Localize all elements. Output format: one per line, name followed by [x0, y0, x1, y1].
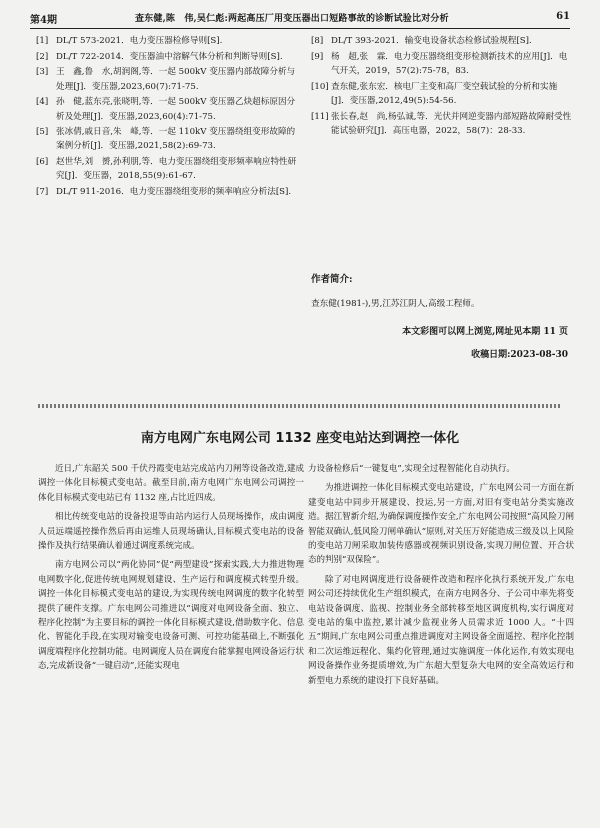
news-left-column: [38, 462, 304, 679]
author-bio: 查东健(1981-),男,江苏江阴人,高级工程师。: [311, 299, 480, 309]
news-paragraph: 南方电网公司以“两化协同”促“两型建设”探索实践,大力推进物理电网数字化,促进传统电网规划建设、生产运行和调度模式转型升级。调控一体化目标模式变电站的建设,为实现传统电网调度的数字化转型提供了硬件支撑。广东电网公司推进以“调度对电网设备全面、独立、程序化控制”为主要目标的调控一体化目标模式建设,借助数字化、信息化、智能化手段,在实现对输变电设备可测、可控功能基础上,不断强化调度端程序化控制功能。电网调度人员在调度台能掌握电网设备运行状态,完成新设备“一键启动”,还能实现电: [38, 560, 304, 672]
running-title: 查东健,陈 伟,吴仁彪:两起高压厂用变压器出口短路事故的诊断试验比对分析: [135, 14, 449, 24]
reference-item: [10] 查东健,张东宏．核电厂主变和高厂变空载试验的分析和实施[J]．变压器,2012,49(5):54-56.: [311, 81, 558, 106]
reference-item: [8] DL/T 393-2021．输变电设备状态检修试验规程[S].: [311, 36, 532, 46]
reference-item: [1] DL/T 573-2021．电力变压器检修导则[S].: [36, 36, 223, 46]
news-title: 南方电网广东电网公司 1132 座变电站达到调控一体化: [140, 431, 460, 446]
page-header: [30, 9, 570, 29]
header-rule: [30, 28, 570, 29]
reference-item: [9] 杨 超,张 霖．电力变压器绕组变形检测新技术的应用[J]．电气开关，2019，57(2):75-78，83.: [311, 51, 568, 76]
news-paragraph: 近日,广东韶关 500 千伏丹霞变电站完成站内刀闸等设备改造,建成调控一体化目标模式变电站。截至目前,南方电网广东电网公司调控一体化目标模式变电站已有 1132 座,占比近四成。: [38, 464, 304, 503]
news-right-column: [308, 462, 574, 693]
reference-item: [4] 孙 健,蓝东亮,张晓明,等．一起 500kV 变压器乙炔超标原因分析及处理[J]．变压器,2023,60(4):71-75.: [36, 97, 296, 122]
received-date: 收稿日期:2023-08-30: [471, 350, 568, 360]
color-figure-note: 本文彩图可以网上浏览,网址见本期 11 页: [402, 327, 568, 337]
reference-item: [5] 张冰倩,戚日音,朱 峰,等．一起 110kV 变压器绕组变形故障的案例分析[J]．变压器,2021,58(2):69-73.: [36, 127, 296, 152]
author-heading: 作者简介:: [311, 274, 353, 285]
reference-item: [2] DL/T 722-2014．变压器油中溶解气体分析和判断导则[S].: [36, 51, 283, 62]
references-right-column: [311, 34, 573, 139]
issue-number: 第4期: [30, 15, 57, 26]
section-divider: [38, 404, 562, 408]
news-paragraph: 力设备检修后“一键复电”,实现全过程智能化自动执行。: [308, 464, 515, 474]
reference-item: [7] DL/T 911-2016．电力变压器绕组变形的频率响应分析法[S].: [36, 187, 292, 198]
page-number: 61: [556, 11, 570, 22]
reference-item: [6] 赵世华,刘 赟,孙利朋,等．电力变压器绕组变形频率响应特性研究[J]．变压器，2018,55(9):61-67.: [36, 157, 297, 182]
news-paragraph: 相比传统变电站的设备投退等由站内运行人员现场操作，成由调度人员远端遥控操作然后再由运维人员现场确认,目标模式变电站的设备操作及执行结果确认着通过调度系统完成。: [38, 512, 304, 552]
reference-item: [11] 张长春,赵 尚,杨弘诚,等．光伏并网逆变器内部短路故障耐受性能试验研究[J]．高压电器，2022，58(7)：28-33.: [311, 111, 572, 136]
news-paragraph: 为推进调控一体化目标模式变电站建设，广东电网公司一方面在新建变电站中同步开展建设、投运,另一方面,对旧有变电站分类实施改造。据江智新介绍,为确保调度操作安全,广东电网公司按照“高风险刀闸智能双确认,低风险刀闸单确认”原则,对关压万好能造成三级及以上风险的变电站刀闸采取加装传感器或视频识别设备,实现刀闸位置、开合状态的判别“双保险”。: [308, 483, 574, 566]
references-left-column: [36, 34, 298, 201]
news-paragraph: 除了对电网调度进行设备硬件改造和程序化执行系统开发,广东电网公司还持续优化生产组织模式，在南方电网各分、子公司中率先将变电站设备调度、监视、控制业务全部转移至地区调度机构,实行调度对变电站的集中监控,累计减少监视业务人员需求近 1000 人。“十四五”期间,广东电网公司重点推进调度对主网设备全面遥控、程序化控制和二次运维远程化、集约化管理,通过实施调度一体化运作,有效实现电网设备操作业务提质增效,为广东超大型复杂大电网的安全高效运行和新型电力系统的建设打下良好基础。: [308, 574, 574, 686]
reference-item: [3] 王 鑫,鲁 水,胡润阁,等．一起 500kV 变压器内部故障分析与处理[J]．变压器,2023,60(7):71-75.: [36, 67, 296, 92]
